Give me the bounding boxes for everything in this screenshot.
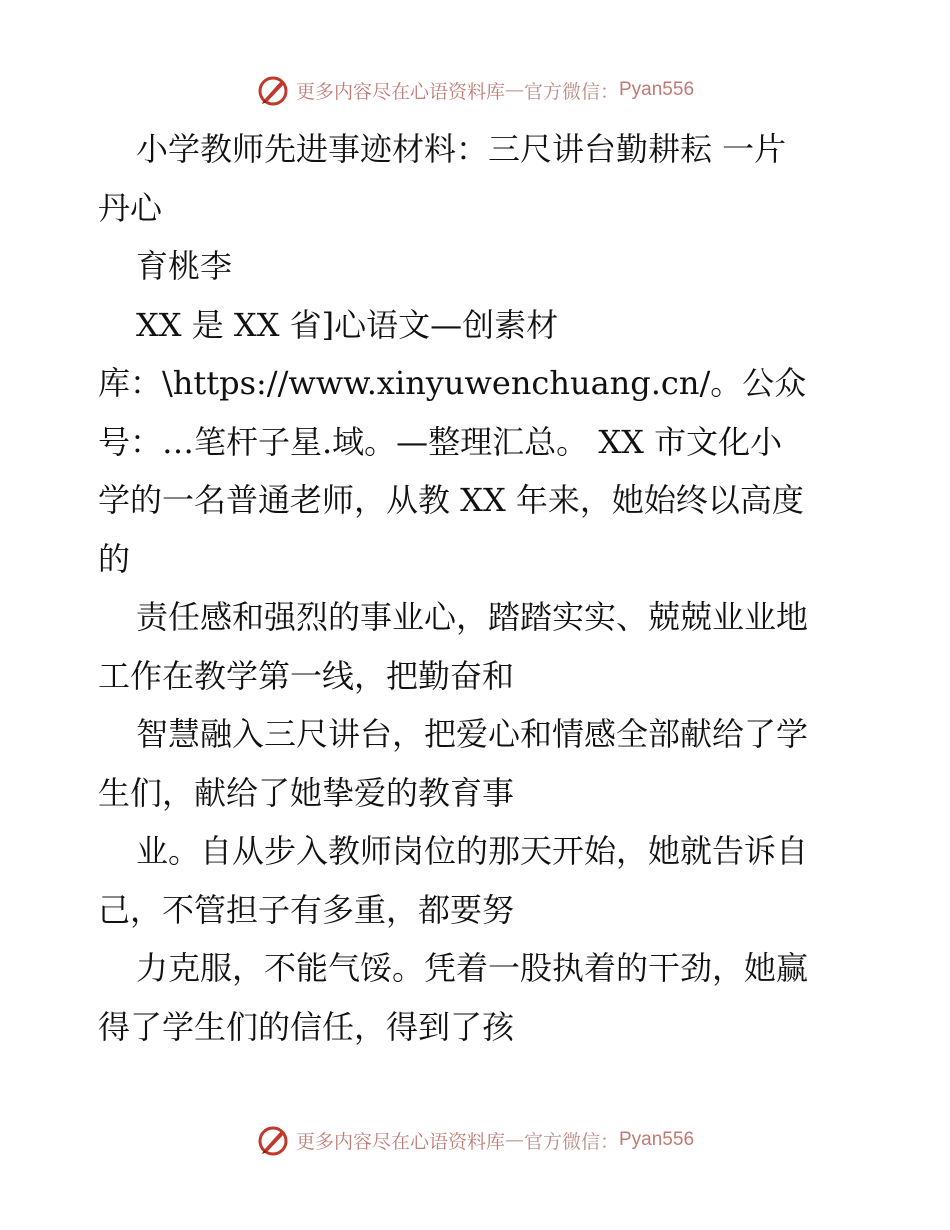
- body-line: 工作在教学第一线，把勤奋和: [98, 656, 515, 695]
- banner-separator: —: [504, 1129, 524, 1151]
- footer-banner: [0, 1120, 950, 1160]
- body-line: 库：\https://www.xinyuwenchuang.cn/。公众: [98, 364, 807, 402]
- body-line: 得了学生们的信任，得到了孩: [98, 1007, 515, 1046]
- body-line: 责任感和强烈的事业心，踏踏实实、兢兢业业地: [136, 598, 809, 636]
- body-line: 小学教师先进事迹材料：三尺讲台勤耕耘 一片: [136, 130, 787, 168]
- body-line: 的: [98, 539, 131, 578]
- banner-wechat-label: 官方微信：: [523, 80, 619, 103]
- body-line: 丹心: [98, 188, 163, 227]
- quill-pen-logo-icon: [256, 73, 290, 107]
- body-line: 育桃李: [136, 247, 233, 285]
- banner-wechat-label: 官方微信：: [523, 1130, 619, 1153]
- banner-brand-text: 更多内容尽在心语资料库: [295, 1130, 505, 1153]
- banner-brand-text: 更多内容尽在心语资料库: [295, 80, 505, 103]
- banner-wechat-id: Pyan556: [619, 79, 695, 100]
- header-banner: [0, 70, 950, 110]
- banner-wechat-id: Pyan556: [619, 1129, 695, 1150]
- body-line: 生们，献给了她挚爱的教育事: [98, 773, 515, 812]
- body-line: 力克服，不能气馁。凭着一股执着的干劲，她赢: [136, 949, 809, 987]
- banner-separator: —: [504, 79, 524, 101]
- document-body: [98, 120, 858, 1056]
- body-line: XX 是 XX 省]心语文—创素材: [136, 305, 559, 344]
- body-line: 己，不管担子有多重，都要努: [98, 890, 515, 929]
- body-line: 智慧融入三尺讲台，把爱心和情感全部献给了学: [136, 715, 809, 753]
- quill-pen-logo-icon: [256, 1123, 290, 1157]
- body-line: 业。自从步入教师岗位的那天开始，她就告诉自: [136, 832, 809, 870]
- body-line: 号：…笔杆子星.域。—整理汇总。 XX 市文化小: [98, 422, 783, 461]
- body-line: 学的一名普通老师，从教 XX 年来，她始终以高度: [98, 481, 804, 519]
